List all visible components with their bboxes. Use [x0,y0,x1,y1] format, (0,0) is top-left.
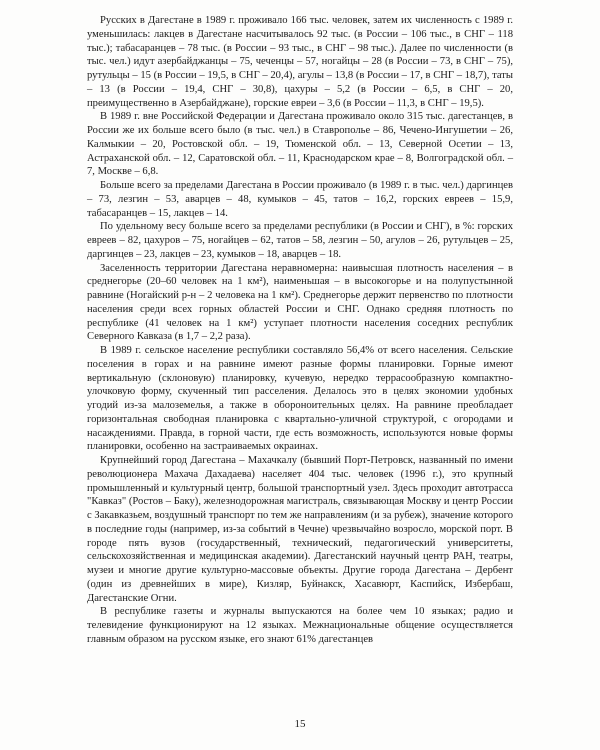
paragraph-7: Крупнейший город Дагестана – Махачкалу (бывший Порт-Петровск, названный по имени революционера Махача Дахадаева) населяет 404 тыс. человек (1996 г.), это крупный промышленный и культурный центр, большой транспортный узел. Здесь проходит автотрасса "Кавказ" (Ростов – Баку), железнодорожная магистраль, связывающая Москву и центр России с Закавказьем, воздушный транспорт по тем же направлениям (и за рубеж), значение которого в последние годы (например, из-за событий в Чечне) чрезвычайно возросло, морской порт. В городе пять вузов (государственный, технический, педагогический университеты, сельскохозяйственная и медицинская академии). Дагестанский научный центр РАН, театры, музеи и многие другие культурно-массовые объекты. Другие города Дагестана – Дербент (один из древнейших в мире), Кизляр, Буйнакск, Хасавюрт, Каспийск, Избербаш, Дагестанские Огни. [87,455,513,604]
paragraph-5: Заселенность территории Дагестана неравномерна: наивысшая плотность населения – в среднегорье (20–60 человек на 1 км²), наименьшая – в высокогорье и на полупустынной равнине (Ногайский р-н – 2 человека на 1 км²). Среднегорье держит первенство по плотности населения среди всех горных областей России и СНГ. Однако средняя плотность по республике (41 человек на 1 км²) уступает плотности населения соседних республик Северного Кавказа (в 1,7 – 2,2 раза). [87,262,513,343]
paragraph-6: В 1989 г. сельское население республики составляло 56,4% от всего населения. Сельские поселения в горах и на равнине имеют разные формы планировки. Горные имеют вертикальную (склоновую) планировку, кучевую, нередко террасообразную компактно-улочковую форму, скученный тип расселения. Делалось это в целях экономии удобных угодий из-за малоземелья, а также в обороноительных целях. На равнине преобладает горизонтальная свободная планировка с квартально-уличной структурой, с огородами и насаждениями. Правда, в горной части, где есть возможность, используются новые формы планировки, особенно на застраиваемых окраинах. [87,345,513,453]
paragraph-8: В республике газеты и журналы выпускаются на более чем 10 языках; радио и телевидение функционируют на 12 языках. Межнациональные общение осуществляется главным образом на русском языке, его знают 61% дагестанцев [87,606,513,645]
page-number: 15 [294,718,306,730]
body-text [87,14,513,647]
paragraph-4: По удельному весу больше всего за пределами республики (в России и СНГ), в %: горских евреев – 82, цахуров – 75, ногайцев – 62, татов – 58, лезгин – 50, агулов – 26, рутульцев – 25, даргинцев – 23, лакцев – 23, кумыков – 18, аварцев – 18. [87,221,513,260]
paragraph-2: В 1989 г. вне Российской Федерации и Дагестана проживало около 315 тыс. дагестанцев, в России же их больше всего было (в тыс. чел.) в Ставрополье – 86, Чечено-Ингушетии – 26, Калмыкии – 20, Ростовской обл. – 19, Тюменской обл. – 13, Северной Осетии – 13, Астраханской обл. – 12, Саратовской обл. – 11, Краснодарском крае – 8, Волгоградской обл. – 7, Москве – 6,8. [87,111,513,178]
paragraph-3: Больше всего за пределами Дагестана в России проживало (в 1989 г. в тыс. чел.) даргинцев – 73, лезгин – 53, аварцев – 48, кумыков – 45, татов – 16,2, горских евреев – 15,9, табасаранцев – 15, лакцев – 14. [87,180,513,219]
paragraph-1: Русских в Дагестане в 1989 г. проживало 166 тыс. человек, затем их численность с 1989 г. уменьшилась: лакцев в Дагестане насчитывалось 92 тыс. (в России – 106 тыс., в СНГ – 118 тыс.); табасаранцев – 78 тыс. (в России – 93 тыс., в СНГ – 98 тыс.). Далее по численности (в тыс. чел.) идут азербайджанцы – 75, чеченцы – 57, ногайцы – 28 (в России – 73, в СНГ – 75), рутульцы – 15 (в России – 19,5, в СНГ – 20,4), агулы – 13,8 (в России – 17, в СНГ – 18,7), таты – 13 (в России – 19,4, СНГ – 30,8), цахуры – 5,2 (в России – 6,5, в СНГ – 20, преимущественно в Азербайджане), горские евреи – 3,6 (в России – 11,3, в СНГ – 19,5). [87,15,513,109]
